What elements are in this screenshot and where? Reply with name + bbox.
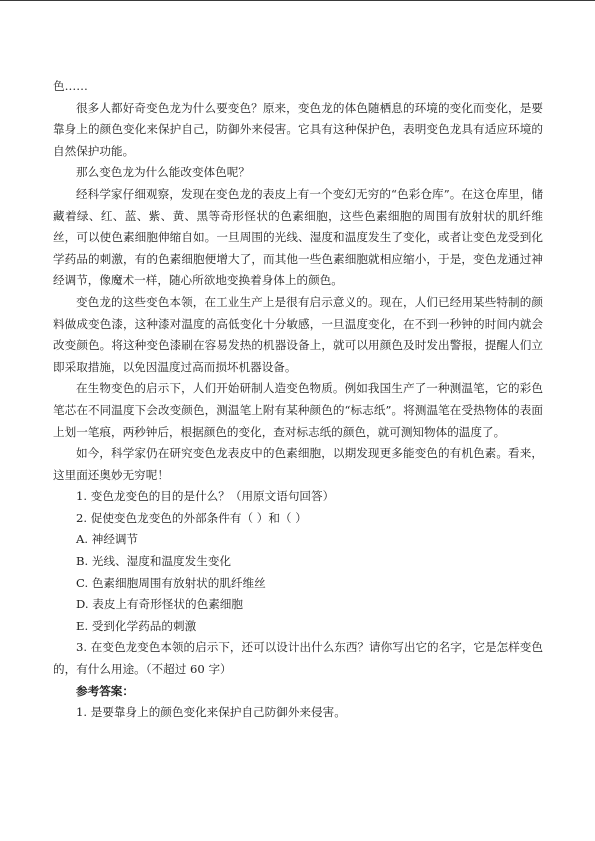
answer-1: 1. 是要靠身上的颜色变化来保护自己防御外来侵害。 — [76, 705, 346, 720]
question-2: 2. 促使变色龙变色的外部条件有（ ）和（ ） — [76, 510, 307, 525]
option-e: E. 受到化学药品的刺激 — [76, 618, 197, 633]
paragraph-continuation: 色…… — [53, 79, 88, 93]
answer-heading: 参考答案： — [76, 683, 134, 698]
paragraph-6: 如今，科学家仍在研究变色龙表皮中的色素细胞，以期发现更多能变色的有机色素。看来，这里面还奥妙无穷呢！ — [53, 446, 543, 482]
question-3: 3. 在变色龙变色本领的启示下，还可以设计出什么东西？请你写出它的名字，它是怎样变色的，有什么用途。（不超过 60 字） — [53, 640, 543, 677]
option-b: B. 光线、湿度和温度发生变化 — [76, 554, 232, 569]
option-d: D. 表皮上有奇形怪状的色素细胞 — [76, 597, 243, 612]
document-body — [53, 76, 543, 724]
top-border-line — [0, 0, 595, 1]
question-1: 1. 变色龙变色的目的是什么？（用原文语句回答） — [76, 489, 335, 504]
paragraph-2: 那么变色龙为什么能改变体色呢？ — [76, 165, 250, 180]
paragraph-3: 经科学家仔细观察，发现在变色龙的表皮上有一个变幻无穷的“色彩仓库”。在这仓库里，储藏着绿、红、蓝、紫、黄、黑等奇形怪状的色素细胞，这些色素细胞的周围有放射状的肌纤维丝，可以使色素细胞伸缩自如。一旦周围的光线、湿度和温度发生了变化，或者让变色龙受到化学药品的刺激，有的色素细胞便增大了，而其他一些色素细胞就相应缩小，于是，变色龙通过神经调节，像魔术一样，随心所欲地变换着身体上的颜色。 — [53, 186, 543, 288]
option-c: C. 色素细胞周围有放射状的肌纤维丝 — [76, 575, 266, 590]
paragraph-4: 变色龙的这些变色本领，在工业生产上是很有启示意义的。现在，人们已经用某些特制的颜料做成变色漆，这种漆对温度的高低变化十分敏感，一旦温度变化，在不到一秒钟的时间内就会改变颜色。将这种变色漆刷在容易发热的机器设备上，就可以用颜色及时发出警报，提醒人们立即采取措施，以免因温度过高而损坏机器设备。 — [53, 294, 543, 374]
paragraph-1: 很多人都好奇变色龙为什么要变色？原来，变色龙的体色随栖息的环境的变化而变化，是要靠身上的颜色变化来保护自己，防御外来侵害。它具有这种保护色，表明变色龙具有适应环境的自然保护功能。 — [53, 100, 543, 158]
option-a: A. 神经调节 — [76, 532, 139, 547]
paragraph-5: 在生物变色的启示下，人们开始研制人造变色物质。例如我国生产了一种测温笔，它的彩色笔芯在不同温度下会改变颜色，测温笔上附有某种颜色的“标志纸”。将测温笔在受热物体的表面上划一笔痕，两秒钟后，根据颜色的变化，查对标志纸的颜色，就可测知物体的温度了。 — [53, 381, 543, 439]
